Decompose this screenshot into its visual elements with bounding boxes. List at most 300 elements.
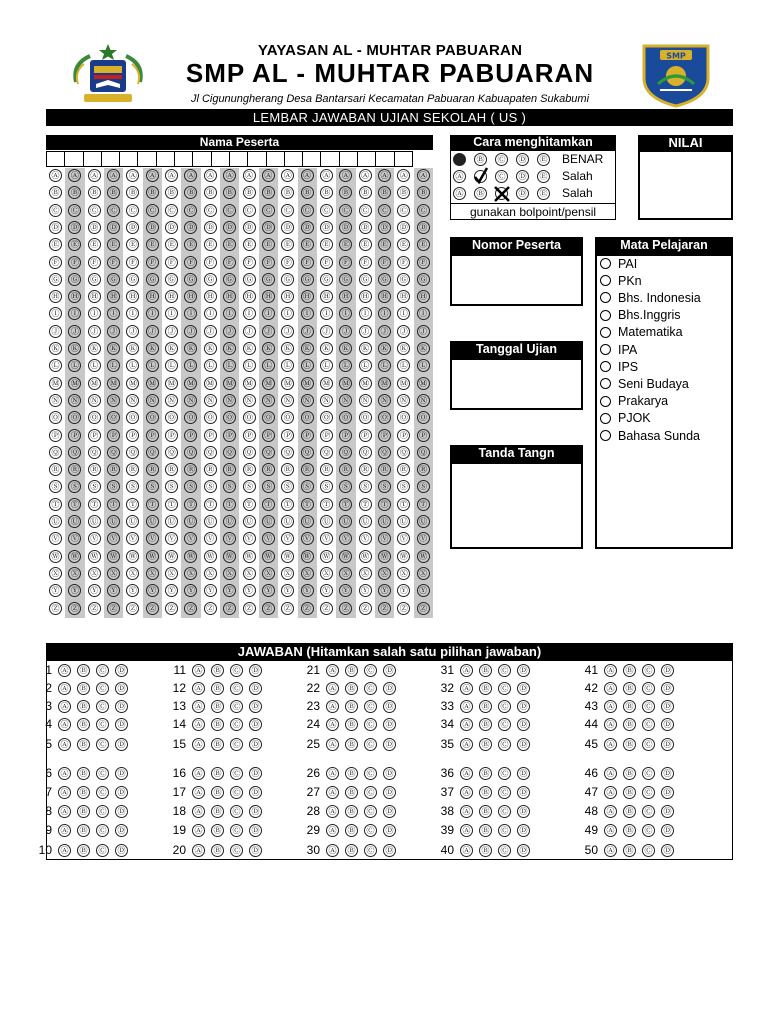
name-bubble[interactable]: Ⓔ xyxy=(184,238,197,251)
name-bubble[interactable]: Ⓩ xyxy=(49,602,62,615)
name-bubble[interactable]: Ⓤ xyxy=(301,515,314,528)
name-bubble[interactable]: Ⓡ xyxy=(281,463,294,476)
name-bubble[interactable]: Ⓑ xyxy=(262,186,275,199)
name-bubble[interactable]: Ⓝ xyxy=(301,394,314,407)
answer-bubble[interactable]: Ⓒ xyxy=(230,682,243,695)
answer-bubble[interactable]: Ⓒ xyxy=(230,824,243,837)
name-bubble[interactable]: Ⓣ xyxy=(262,498,275,511)
answer-bubble[interactable]: Ⓓ xyxy=(249,700,262,713)
answer-bubble[interactable]: Ⓓ xyxy=(383,786,396,799)
name-bubble[interactable]: Ⓥ xyxy=(359,532,372,545)
answer-bubble[interactable]: Ⓐ xyxy=(192,844,205,857)
answer-bubble[interactable]: Ⓒ xyxy=(642,824,655,837)
name-bubble[interactable]: Ⓨ xyxy=(223,584,236,597)
answer-bubble[interactable]: Ⓑ xyxy=(479,844,492,857)
radio-circle-icon[interactable] xyxy=(600,344,611,355)
name-bubble[interactable]: Ⓞ xyxy=(107,411,120,424)
name-bubble[interactable]: Ⓝ xyxy=(339,394,352,407)
name-bubble[interactable]: Ⓠ xyxy=(49,446,62,459)
answer-bubble[interactable]: Ⓓ xyxy=(115,700,128,713)
name-bubble[interactable]: Ⓦ xyxy=(68,550,81,563)
name-bubble[interactable]: Ⓩ xyxy=(146,602,159,615)
name-letter-box[interactable] xyxy=(320,151,339,167)
answer-bubble[interactable]: Ⓓ xyxy=(249,786,262,799)
name-bubble[interactable]: Ⓢ xyxy=(262,480,275,493)
name-bubble[interactable]: Ⓒ xyxy=(301,204,314,217)
answer-bubble[interactable]: Ⓑ xyxy=(77,844,90,857)
answer-bubble[interactable]: Ⓐ xyxy=(460,664,473,677)
name-bubble[interactable]: Ⓡ xyxy=(49,463,62,476)
name-bubble[interactable]: Ⓛ xyxy=(243,359,256,372)
subject-option[interactable] xyxy=(600,272,730,289)
name-bubble[interactable]: Ⓓ xyxy=(378,221,391,234)
name-bubble[interactable]: Ⓝ xyxy=(417,394,430,407)
name-bubble[interactable]: Ⓨ xyxy=(146,584,159,597)
name-bubble[interactable]: Ⓐ xyxy=(165,169,178,182)
name-bubble[interactable]: Ⓢ xyxy=(88,480,101,493)
radio-circle-icon[interactable] xyxy=(600,413,611,424)
name-bubble[interactable]: Ⓜ xyxy=(223,377,236,390)
answer-bubble[interactable]: Ⓓ xyxy=(249,824,262,837)
name-bubble[interactable]: Ⓛ xyxy=(68,359,81,372)
name-bubble[interactable]: Ⓚ xyxy=(281,342,294,355)
radio-circle-icon[interactable] xyxy=(600,258,611,269)
name-bubble[interactable]: Ⓦ xyxy=(397,550,410,563)
name-bubble[interactable]: Ⓩ xyxy=(165,602,178,615)
answer-bubble[interactable]: Ⓒ xyxy=(230,844,243,857)
answer-bubble[interactable]: Ⓓ xyxy=(661,767,674,780)
name-bubble[interactable]: Ⓜ xyxy=(378,377,391,390)
answer-bubble[interactable]: Ⓒ xyxy=(364,664,377,677)
name-letter-box[interactable] xyxy=(357,151,376,167)
name-bubble[interactable]: Ⓥ xyxy=(378,532,391,545)
name-bubble[interactable]: Ⓤ xyxy=(165,515,178,528)
name-bubble[interactable]: Ⓞ xyxy=(339,411,352,424)
name-bubble[interactable]: Ⓑ xyxy=(68,186,81,199)
name-bubble[interactable]: Ⓗ xyxy=(281,290,294,303)
answer-bubble[interactable]: Ⓒ xyxy=(230,805,243,818)
name-bubble[interactable]: Ⓨ xyxy=(339,584,352,597)
name-bubble[interactable]: Ⓡ xyxy=(262,463,275,476)
name-bubble[interactable]: Ⓓ xyxy=(397,221,410,234)
subject-option[interactable] xyxy=(600,255,730,272)
name-bubble[interactable]: Ⓝ xyxy=(223,394,236,407)
name-bubble[interactable]: Ⓡ xyxy=(301,463,314,476)
name-bubble[interactable]: Ⓜ xyxy=(68,377,81,390)
name-bubble[interactable]: Ⓒ xyxy=(339,204,352,217)
answer-bubble[interactable]: Ⓓ xyxy=(383,767,396,780)
name-bubble[interactable]: Ⓛ xyxy=(165,359,178,372)
name-bubble[interactable]: Ⓖ xyxy=(243,273,256,286)
name-bubble[interactable]: Ⓖ xyxy=(126,273,139,286)
answer-bubble[interactable]: Ⓑ xyxy=(479,738,492,751)
name-letter-box[interactable] xyxy=(247,151,266,167)
name-bubble[interactable]: Ⓗ xyxy=(88,290,101,303)
name-bubble[interactable]: Ⓠ xyxy=(223,446,236,459)
name-bubble[interactable]: Ⓛ xyxy=(223,359,236,372)
name-bubble[interactable]: Ⓙ xyxy=(146,325,159,338)
name-bubble[interactable]: Ⓛ xyxy=(262,359,275,372)
name-bubble[interactable]: Ⓠ xyxy=(397,446,410,459)
answer-bubble[interactable]: Ⓒ xyxy=(230,718,243,731)
name-bubble[interactable]: Ⓔ xyxy=(204,238,217,251)
radio-circle-icon[interactable] xyxy=(600,292,611,303)
name-bubble[interactable]: Ⓧ xyxy=(68,567,81,580)
name-bubble[interactable]: Ⓘ xyxy=(243,307,256,320)
name-bubble[interactable]: Ⓖ xyxy=(184,273,197,286)
name-bubble[interactable]: Ⓓ xyxy=(146,221,159,234)
radio-circle-icon[interactable] xyxy=(600,310,611,321)
answer-bubble[interactable]: Ⓒ xyxy=(642,664,655,677)
name-bubble[interactable]: Ⓢ xyxy=(359,480,372,493)
name-bubble[interactable]: Ⓤ xyxy=(68,515,81,528)
name-bubble[interactable]: Ⓟ xyxy=(359,429,372,442)
name-bubble[interactable]: Ⓟ xyxy=(223,429,236,442)
name-bubble[interactable]: Ⓘ xyxy=(339,307,352,320)
name-bubble[interactable]: Ⓦ xyxy=(184,550,197,563)
name-bubble[interactable]: Ⓔ xyxy=(68,238,81,251)
name-bubble[interactable]: Ⓡ xyxy=(417,463,430,476)
name-bubble[interactable]: Ⓨ xyxy=(49,584,62,597)
answer-bubble[interactable]: Ⓑ xyxy=(77,786,90,799)
answer-bubble[interactable]: Ⓒ xyxy=(96,682,109,695)
answer-bubble[interactable]: Ⓑ xyxy=(211,824,224,837)
name-bubble[interactable]: Ⓠ xyxy=(88,446,101,459)
score-box[interactable] xyxy=(638,150,733,220)
name-bubble[interactable]: Ⓠ xyxy=(320,446,333,459)
name-bubble[interactable]: Ⓙ xyxy=(88,325,101,338)
name-bubble[interactable]: Ⓚ xyxy=(320,342,333,355)
answer-bubble[interactable]: Ⓓ xyxy=(517,682,530,695)
name-bubble[interactable]: Ⓦ xyxy=(49,550,62,563)
answer-bubble[interactable]: Ⓒ xyxy=(230,767,243,780)
name-bubble[interactable]: Ⓡ xyxy=(165,463,178,476)
name-bubble[interactable]: Ⓙ xyxy=(49,325,62,338)
name-bubble[interactable]: Ⓚ xyxy=(49,342,62,355)
name-bubble[interactable]: Ⓝ xyxy=(204,394,217,407)
answer-bubble[interactable]: Ⓑ xyxy=(211,700,224,713)
name-bubble[interactable]: Ⓚ xyxy=(359,342,372,355)
answer-bubble[interactable]: Ⓐ xyxy=(604,844,617,857)
name-bubble[interactable]: Ⓤ xyxy=(339,515,352,528)
name-bubble[interactable]: Ⓐ xyxy=(146,169,159,182)
name-bubble[interactable]: Ⓔ xyxy=(88,238,101,251)
name-bubble[interactable]: Ⓢ xyxy=(204,480,217,493)
name-bubble[interactable]: Ⓤ xyxy=(281,515,294,528)
name-bubble[interactable]: Ⓚ xyxy=(223,342,236,355)
answer-bubble[interactable]: Ⓐ xyxy=(192,786,205,799)
answer-bubble[interactable]: Ⓓ xyxy=(383,718,396,731)
answer-bubble[interactable]: Ⓐ xyxy=(604,786,617,799)
answer-bubble[interactable]: Ⓐ xyxy=(58,767,71,780)
name-bubble[interactable]: Ⓖ xyxy=(165,273,178,286)
name-bubble[interactable]: Ⓒ xyxy=(262,204,275,217)
name-bubble[interactable]: Ⓢ xyxy=(146,480,159,493)
name-bubble[interactable]: Ⓚ xyxy=(107,342,120,355)
name-bubble[interactable]: Ⓨ xyxy=(378,584,391,597)
name-bubble[interactable]: Ⓡ xyxy=(223,463,236,476)
answer-bubble[interactable]: Ⓑ xyxy=(345,682,358,695)
name-bubble[interactable]: Ⓢ xyxy=(301,480,314,493)
name-bubble[interactable]: Ⓕ xyxy=(397,256,410,269)
answer-bubble[interactable]: Ⓐ xyxy=(58,786,71,799)
name-bubble[interactable]: Ⓕ xyxy=(301,256,314,269)
name-bubble[interactable]: Ⓣ xyxy=(107,498,120,511)
answer-bubble[interactable]: Ⓑ xyxy=(479,700,492,713)
name-bubble[interactable]: Ⓛ xyxy=(281,359,294,372)
name-bubble[interactable]: Ⓞ xyxy=(126,411,139,424)
answer-bubble[interactable]: Ⓐ xyxy=(192,767,205,780)
name-bubble[interactable]: Ⓧ xyxy=(417,567,430,580)
name-bubble[interactable]: Ⓤ xyxy=(146,515,159,528)
name-bubble[interactable]: Ⓔ xyxy=(49,238,62,251)
name-bubble[interactable]: Ⓤ xyxy=(204,515,217,528)
name-bubble[interactable]: Ⓔ xyxy=(165,238,178,251)
name-bubble[interactable]: Ⓢ xyxy=(397,480,410,493)
name-bubble[interactable]: Ⓛ xyxy=(301,359,314,372)
name-bubble[interactable]: Ⓓ xyxy=(262,221,275,234)
name-bubble[interactable]: Ⓧ xyxy=(301,567,314,580)
name-bubble[interactable]: Ⓡ xyxy=(204,463,217,476)
name-letter-box[interactable] xyxy=(229,151,248,167)
name-bubble[interactable]: Ⓒ xyxy=(243,204,256,217)
name-bubble[interactable]: Ⓚ xyxy=(262,342,275,355)
name-bubble[interactable]: Ⓛ xyxy=(146,359,159,372)
answer-bubble[interactable]: Ⓑ xyxy=(623,718,636,731)
answer-bubble[interactable]: Ⓓ xyxy=(115,718,128,731)
name-bubble[interactable]: Ⓦ xyxy=(126,550,139,563)
name-bubble[interactable]: Ⓒ xyxy=(126,204,139,217)
name-bubble[interactable]: Ⓟ xyxy=(281,429,294,442)
answer-bubble[interactable]: Ⓐ xyxy=(192,718,205,731)
name-bubble[interactable]: Ⓓ xyxy=(107,221,120,234)
answer-bubble[interactable]: Ⓑ xyxy=(623,664,636,677)
name-bubble[interactable]: Ⓔ xyxy=(320,238,333,251)
name-bubble[interactable]: Ⓠ xyxy=(165,446,178,459)
answer-bubble[interactable]: Ⓓ xyxy=(115,805,128,818)
answer-bubble[interactable]: Ⓓ xyxy=(249,767,262,780)
name-bubble[interactable]: Ⓧ xyxy=(262,567,275,580)
name-bubble[interactable]: Ⓝ xyxy=(184,394,197,407)
answer-bubble[interactable]: Ⓐ xyxy=(460,824,473,837)
name-bubble[interactable]: Ⓥ xyxy=(320,532,333,545)
answer-bubble[interactable]: Ⓑ xyxy=(211,844,224,857)
name-bubble[interactable]: Ⓟ xyxy=(88,429,101,442)
answer-bubble[interactable]: Ⓑ xyxy=(623,682,636,695)
name-bubble[interactable]: Ⓡ xyxy=(320,463,333,476)
name-bubble[interactable]: Ⓜ xyxy=(417,377,430,390)
answer-bubble[interactable]: Ⓓ xyxy=(115,844,128,857)
name-bubble[interactable]: Ⓢ xyxy=(107,480,120,493)
name-bubble[interactable]: Ⓟ xyxy=(126,429,139,442)
answer-bubble[interactable]: Ⓐ xyxy=(192,824,205,837)
name-bubble[interactable]: Ⓞ xyxy=(49,411,62,424)
name-bubble[interactable]: Ⓐ xyxy=(281,169,294,182)
name-bubble[interactable]: Ⓙ xyxy=(339,325,352,338)
answer-bubble[interactable]: Ⓑ xyxy=(77,805,90,818)
name-bubble[interactable]: Ⓐ xyxy=(204,169,217,182)
name-bubble[interactable]: Ⓖ xyxy=(204,273,217,286)
answer-bubble[interactable]: Ⓓ xyxy=(383,805,396,818)
name-letter-box[interactable] xyxy=(46,151,65,167)
name-bubble[interactable]: Ⓧ xyxy=(146,567,159,580)
answer-bubble[interactable]: Ⓑ xyxy=(211,718,224,731)
name-bubble[interactable]: Ⓠ xyxy=(262,446,275,459)
name-bubble[interactable]: Ⓛ xyxy=(184,359,197,372)
answer-bubble[interactable]: Ⓐ xyxy=(326,767,339,780)
participant-number-box[interactable] xyxy=(450,254,583,306)
name-bubble[interactable]: Ⓦ xyxy=(146,550,159,563)
name-bubble[interactable]: Ⓐ xyxy=(243,169,256,182)
name-bubble[interactable]: Ⓟ xyxy=(107,429,120,442)
name-bubble[interactable]: Ⓝ xyxy=(126,394,139,407)
name-bubble[interactable]: Ⓦ xyxy=(243,550,256,563)
name-bubble[interactable]: Ⓜ xyxy=(107,377,120,390)
answer-bubble[interactable]: Ⓓ xyxy=(383,700,396,713)
name-letter-boxes[interactable] xyxy=(46,151,412,167)
name-bubble[interactable]: Ⓕ xyxy=(223,256,236,269)
name-bubble[interactable]: Ⓥ xyxy=(262,532,275,545)
answer-bubble[interactable]: Ⓑ xyxy=(345,824,358,837)
name-bubble[interactable]: Ⓐ xyxy=(88,169,101,182)
name-bubble[interactable]: Ⓑ xyxy=(339,186,352,199)
answer-bubble[interactable]: Ⓑ xyxy=(623,767,636,780)
name-bubble[interactable]: Ⓐ xyxy=(339,169,352,182)
name-bubble[interactable]: Ⓜ xyxy=(359,377,372,390)
subject-option[interactable] xyxy=(600,375,730,392)
name-bubble[interactable]: Ⓗ xyxy=(378,290,391,303)
answer-bubble[interactable]: Ⓑ xyxy=(345,738,358,751)
answer-bubble[interactable]: Ⓒ xyxy=(642,844,655,857)
name-bubble[interactable]: Ⓑ xyxy=(146,186,159,199)
answer-bubble[interactable]: Ⓐ xyxy=(460,718,473,731)
name-bubble[interactable]: Ⓔ xyxy=(378,238,391,251)
name-bubble[interactable]: Ⓛ xyxy=(417,359,430,372)
name-bubble[interactable]: Ⓚ xyxy=(397,342,410,355)
name-bubble[interactable]: Ⓣ xyxy=(359,498,372,511)
name-bubble[interactable]: Ⓨ xyxy=(126,584,139,597)
name-bubble[interactable]: Ⓨ xyxy=(281,584,294,597)
subject-option[interactable] xyxy=(600,341,730,358)
name-bubble[interactable]: Ⓗ xyxy=(184,290,197,303)
name-bubble[interactable]: Ⓥ xyxy=(49,532,62,545)
name-bubble[interactable]: Ⓠ xyxy=(281,446,294,459)
name-bubble[interactable]: Ⓦ xyxy=(301,550,314,563)
name-bubble[interactable]: Ⓒ xyxy=(146,204,159,217)
answer-bubble[interactable]: Ⓒ xyxy=(498,738,511,751)
answer-bubble[interactable]: Ⓒ xyxy=(642,786,655,799)
answer-bubble[interactable]: Ⓑ xyxy=(77,718,90,731)
name-bubble[interactable]: Ⓗ xyxy=(339,290,352,303)
answer-bubble[interactable]: Ⓐ xyxy=(192,664,205,677)
name-bubble[interactable]: Ⓒ xyxy=(417,204,430,217)
name-bubble[interactable]: Ⓨ xyxy=(165,584,178,597)
name-bubble[interactable]: Ⓓ xyxy=(320,221,333,234)
name-bubble[interactable]: Ⓩ xyxy=(397,602,410,615)
answer-bubble[interactable]: Ⓐ xyxy=(58,664,71,677)
answer-bubble[interactable]: Ⓒ xyxy=(364,786,377,799)
name-bubble[interactable]: Ⓙ xyxy=(165,325,178,338)
name-bubble[interactable]: Ⓩ xyxy=(223,602,236,615)
answer-bubble[interactable]: Ⓐ xyxy=(326,682,339,695)
name-bubble[interactable]: Ⓣ xyxy=(301,498,314,511)
answer-bubble[interactable]: Ⓐ xyxy=(326,824,339,837)
answer-bubble[interactable]: Ⓐ xyxy=(604,664,617,677)
name-bubble[interactable]: Ⓞ xyxy=(243,411,256,424)
name-bubble[interactable]: Ⓗ xyxy=(359,290,372,303)
answer-bubble[interactable]: Ⓒ xyxy=(230,700,243,713)
name-bubble[interactable]: Ⓣ xyxy=(378,498,391,511)
answer-bubble[interactable]: Ⓐ xyxy=(326,805,339,818)
name-bubble[interactable]: Ⓥ xyxy=(243,532,256,545)
name-bubble[interactable]: Ⓐ xyxy=(397,169,410,182)
name-bubble[interactable]: Ⓗ xyxy=(49,290,62,303)
answer-bubble[interactable]: Ⓐ xyxy=(326,786,339,799)
name-bubble[interactable]: Ⓗ xyxy=(68,290,81,303)
name-bubble[interactable]: Ⓙ xyxy=(262,325,275,338)
answer-bubble[interactable]: Ⓐ xyxy=(460,767,473,780)
name-bubble[interactable]: Ⓢ xyxy=(243,480,256,493)
name-bubble[interactable]: Ⓡ xyxy=(146,463,159,476)
name-bubble[interactable]: Ⓑ xyxy=(417,186,430,199)
name-bubble[interactable]: Ⓗ xyxy=(417,290,430,303)
name-bubble[interactable]: Ⓝ xyxy=(281,394,294,407)
name-bubble[interactable]: Ⓣ xyxy=(223,498,236,511)
name-bubble[interactable]: Ⓜ xyxy=(320,377,333,390)
name-bubble[interactable]: Ⓒ xyxy=(107,204,120,217)
name-bubble[interactable]: Ⓓ xyxy=(49,221,62,234)
name-bubble[interactable]: Ⓚ xyxy=(378,342,391,355)
name-bubble[interactable]: Ⓟ xyxy=(301,429,314,442)
name-bubble[interactable]: Ⓤ xyxy=(184,515,197,528)
name-bubble[interactable]: Ⓑ xyxy=(165,186,178,199)
answer-bubble[interactable]: Ⓒ xyxy=(498,664,511,677)
name-bubble[interactable]: Ⓠ xyxy=(68,446,81,459)
name-bubble[interactable]: Ⓣ xyxy=(397,498,410,511)
name-bubble[interactable]: Ⓚ xyxy=(88,342,101,355)
subject-option[interactable] xyxy=(600,307,730,324)
name-bubble[interactable]: Ⓕ xyxy=(243,256,256,269)
name-bubble[interactable]: Ⓛ xyxy=(126,359,139,372)
name-bubble[interactable]: Ⓔ xyxy=(397,238,410,251)
name-bubble[interactable]: Ⓞ xyxy=(88,411,101,424)
answer-bubble[interactable]: Ⓒ xyxy=(498,824,511,837)
answer-bubble[interactable]: Ⓐ xyxy=(604,718,617,731)
name-bubble[interactable]: Ⓦ xyxy=(417,550,430,563)
answer-bubble[interactable]: Ⓐ xyxy=(460,682,473,695)
answer-bubble[interactable]: Ⓑ xyxy=(211,786,224,799)
name-bubble[interactable]: Ⓒ xyxy=(184,204,197,217)
name-bubble[interactable]: Ⓑ xyxy=(223,186,236,199)
name-bubble[interactable]: Ⓟ xyxy=(204,429,217,442)
exam-date-box[interactable] xyxy=(450,358,583,410)
answer-bubble[interactable]: Ⓒ xyxy=(642,738,655,751)
name-bubble[interactable]: Ⓣ xyxy=(320,498,333,511)
answer-bubble[interactable]: Ⓒ xyxy=(498,700,511,713)
answer-bubble[interactable]: Ⓒ xyxy=(642,767,655,780)
name-bubble[interactable]: Ⓢ xyxy=(417,480,430,493)
name-bubble[interactable]: Ⓠ xyxy=(107,446,120,459)
name-bubble[interactable]: Ⓡ xyxy=(359,463,372,476)
name-letter-box[interactable] xyxy=(119,151,138,167)
name-bubble[interactable]: Ⓔ xyxy=(339,238,352,251)
name-bubble[interactable]: Ⓩ xyxy=(262,602,275,615)
name-bubble[interactable]: Ⓑ xyxy=(378,186,391,199)
name-bubble[interactable]: Ⓨ xyxy=(359,584,372,597)
name-bubble[interactable]: Ⓚ xyxy=(301,342,314,355)
name-bubble[interactable]: Ⓘ xyxy=(204,307,217,320)
name-bubble[interactable]: Ⓧ xyxy=(165,567,178,580)
